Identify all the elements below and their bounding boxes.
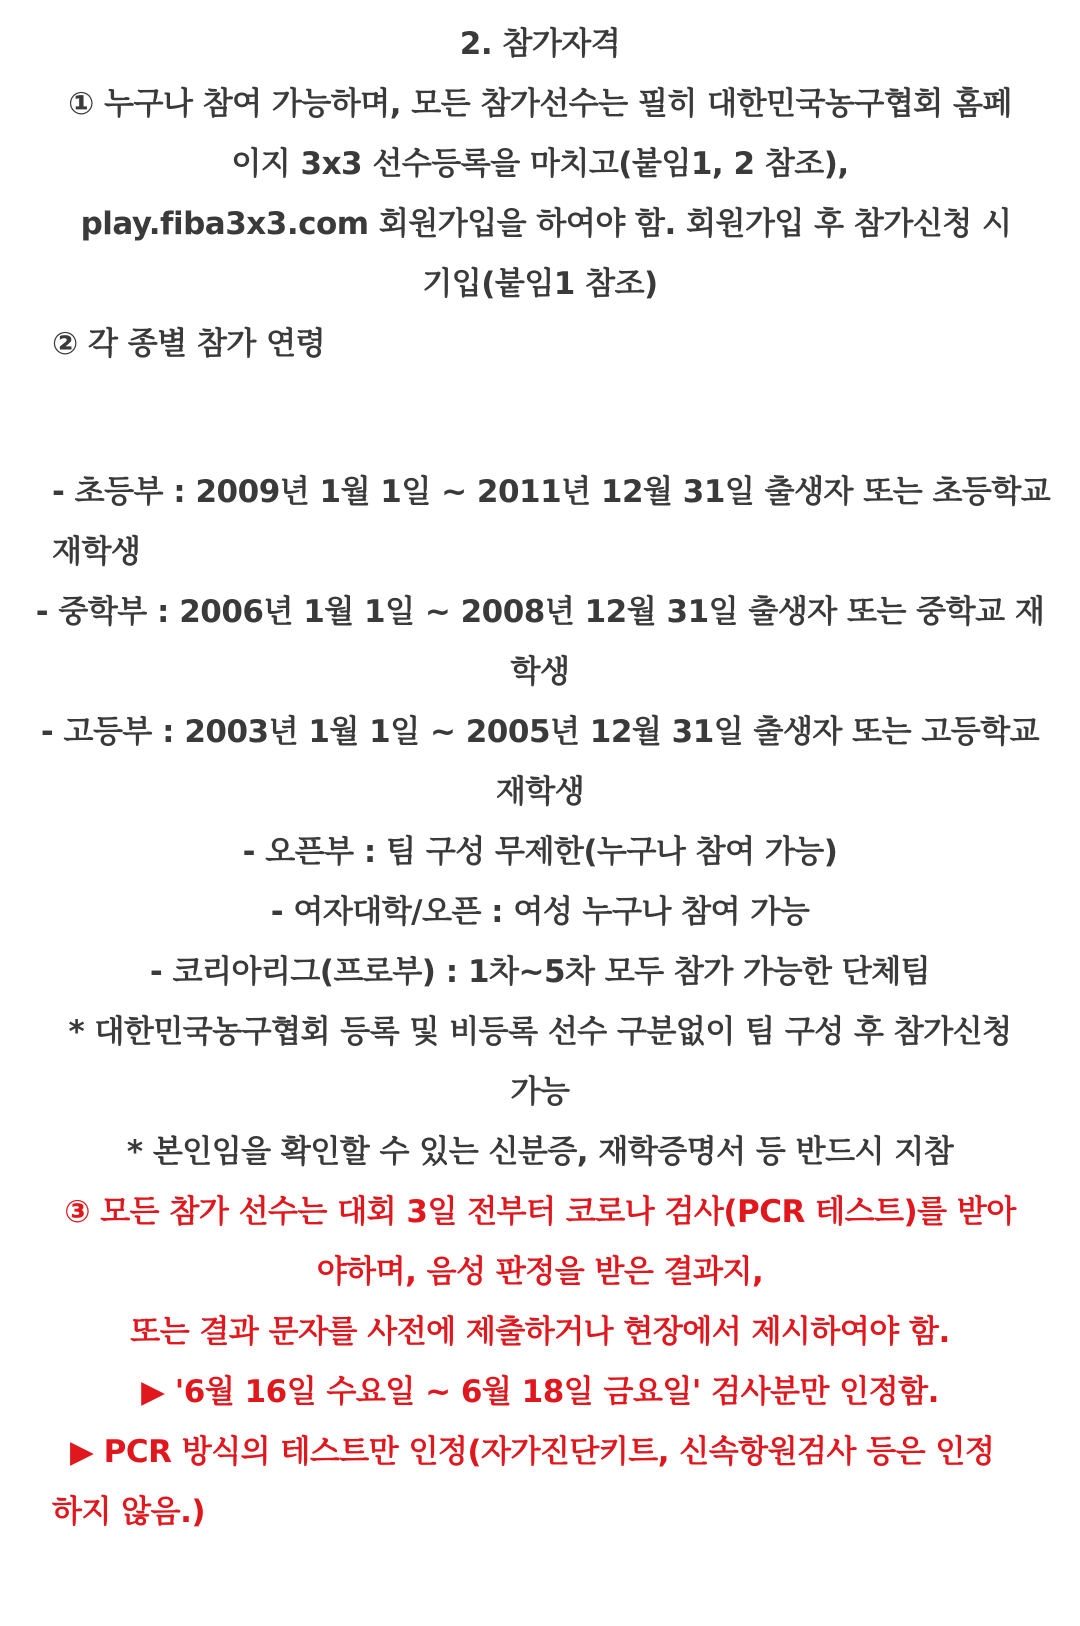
item1-line3: play.fiba3x3.com 회원가입을 하여야 함. 회원가입 후 참가신청 시 [80,206,1012,242]
covid-pcr-only: ▶ PCR 방식의 테스트만 인정(자가진단키트, 신속항원검사 등은 인정 [70,1434,995,1470]
note-id: * 본인임을 확인할 수 있는 신분증, 재학증명서 등 반드시 지참 [126,1134,954,1170]
covid-date-range: ▶ '6월 16일 수요일 ~ 6월 18일 금요일' 검사분만 인정함. [141,1374,939,1410]
age-middle-cont: 학생 [510,654,570,690]
age-elementary: - 초등부 : 2009년 1월 1일 ~ 2011년 12월 31일 출생자 또는 초등학교 [52,474,1051,510]
note-registration-cont: 가능 [510,1074,570,1110]
age-korea-league: - 코리아리그(프로부) : 1차~5차 모두 참가 가능한 단체팀 [149,954,931,990]
age-women: - 여자대학/오픈 : 여성 누구나 참여 가능 [270,894,810,930]
covid-line2: 야하며, 음성 판정을 받은 결과지, [316,1254,764,1290]
covid-pcr-only-cont: 하지 않음.) [52,1494,206,1530]
age-high-cont: 재학생 [495,774,585,810]
item1-line1: ① 누구나 참여 가능하며, 모든 참가선수는 필히 대한민국농구협회 홈페 [68,86,1012,122]
covid-line3: 또는 결과 문자를 사전에 제출하거나 현장에서 제시하여야 함. [130,1314,950,1350]
age-middle: - 중학부 : 2006년 1월 1일 ~ 2008년 12월 31일 출생자 또는 중학교 재 [35,594,1045,630]
note-registration: * 대한민국농구협회 등록 및 비등록 선수 구분없이 팀 구성 후 참가신청 [68,1014,1012,1050]
item1-line4: 기입(붙임1 참조) [422,266,658,302]
section-title: 2. 참가자격 [459,26,621,62]
age-open: - 오픈부 : 팀 구성 무제한(누구나 참여 가능) [242,834,838,870]
covid-line1: ③ 모든 참가 선수는 대회 3일 전부터 코로나 검사(PCR 테스트)를 받아 [64,1194,1016,1230]
item2-heading: ② 각 종별 참가 연령 [52,326,326,362]
item1-line2: 이지 3x3 선수등록을 마치고(붙임1, 2 참조), [231,146,849,182]
age-elementary-cont: 재학생 [52,534,141,570]
age-high: - 고등부 : 2003년 1월 1일 ~ 2005년 12월 31일 출생자 또는 고등학교 [40,714,1040,750]
